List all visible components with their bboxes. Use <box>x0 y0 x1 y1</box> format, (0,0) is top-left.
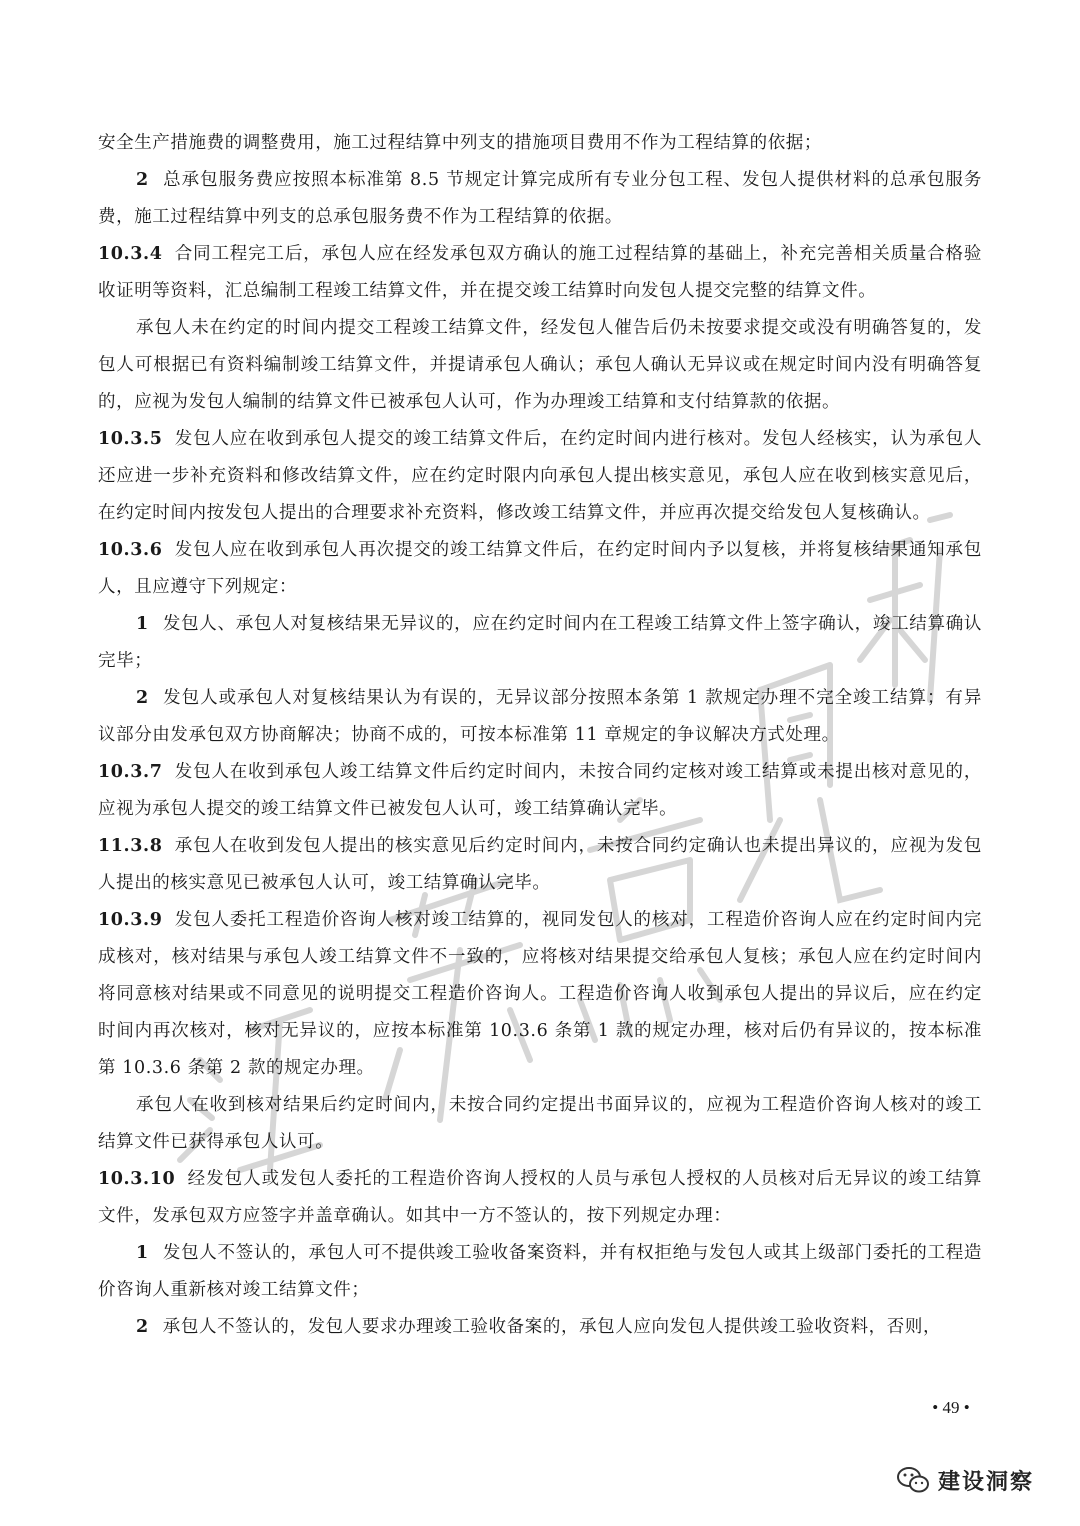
clause-10-3-7 <box>98 754 982 828</box>
clause-text: 发包人或承包人对复核结果认为有误的，无异议部分按照本条第 1 款规定办理不完全竣工结算；有异议部分由发承包双方协商解决；协商不成的，可按本标准第 11 章规定的争议解决方式处理。 <box>98 688 982 745</box>
clause-number: 10.3.6 <box>98 540 163 560</box>
clause-number: 1 <box>136 1243 149 1263</box>
paragraph <box>98 310 982 421</box>
clause-text: 承包人在收到发包人提出的核实意见后约定时间内，未按合同约定确认也未提出异议的，应视为发包人提出的核实意见已被承包人认可，竣工结算确认完毕。 <box>98 836 982 893</box>
clause-number: 10.3.7 <box>98 762 163 782</box>
clause-text: 发包人在收到承包人竣工结算文件后约定时间内，未按合同约定核对竣工结算或未提出核对意见的，应视为承包人提交的竣工结算文件已被发包人认可，竣工结算确认完毕。 <box>98 762 982 819</box>
clause-text: 发包人不签认的，承包人可不提供竣工验收备案资料，并有权拒绝与发包人或其上级部门委托的工程造价咨询人重新核对竣工结算文件； <box>98 1243 982 1300</box>
clause-text: 经发包人或发包人委托的工程造价咨询人授权的人员与承包人授权的人员核对后无异议的竣工结算文件，发承包双方应签字并盖章确认。如其中一方不签认的，按下列规定办理： <box>98 1169 982 1226</box>
document-body <box>98 125 982 1346</box>
clause-text: 承包人在收到核对结果后约定时间内，未按合同约定提出书面异议的，应视为工程造价咨询人核对的竣工结算文件已获得承包人认可。 <box>98 1095 982 1152</box>
wechat-icon <box>896 1465 930 1495</box>
page-number: • 49 • <box>932 1398 970 1417</box>
clause-2 <box>98 162 982 236</box>
clause-text: 承包人不签认的，发包人要求办理竣工验收备案的，承包人应向发包人提供竣工验收资料，否则， <box>162 1317 942 1337</box>
clause-number: 10.3.9 <box>98 910 163 930</box>
clause-10-3-10 <box>98 1161 982 1235</box>
clause-number: 10.3.10 <box>98 1169 176 1189</box>
paragraph <box>98 125 982 162</box>
clause-10-3-5 <box>98 421 982 532</box>
clause-text: 安全生产措施费的调整费用，施工过程结算中列支的措施项目费用不作为工程结算的依据； <box>98 133 822 153</box>
clause-10-3-4 <box>98 236 982 310</box>
clause-11-3-8 <box>98 828 982 902</box>
clause-10-3-9 <box>98 902 982 1087</box>
clause-number: 10.3.4 <box>98 244 163 264</box>
clause-number: 2 <box>136 1317 149 1337</box>
clause-text: 发包人应在收到承包人再次提交的竣工结算文件后，在约定时间内予以复核，并将复核结果通知承包人，且应遵守下列规定： <box>98 540 982 597</box>
clause-number: 2 <box>136 170 149 190</box>
clause-text: 发包人应在收到承包人提交的竣工结算文件后，在约定时间内进行核对。发包人经核实，认为承包人还应进一步补充资料和修改结算文件，应在约定时限内向承包人提出核实意见，承包人应在收到核实意见后，在约定时间内按发包人提出的合理要求补充资料，修改竣工结算文件，并应再次提交给发包人复核确认。 <box>98 429 982 523</box>
clause-2 <box>98 1309 982 1346</box>
clause-text: 总承包服务费应按照本标准第 8.5 节规定计算完成所有专业分包工程、发包人提供材料的总承包服务费，施工过程结算中列支的总承包服务费不作为工程结算的依据。 <box>98 170 982 227</box>
clause-number: 10.3.5 <box>98 429 163 449</box>
clause-number: 2 <box>136 688 149 708</box>
clause-1 <box>98 1235 982 1309</box>
clause-2 <box>98 680 982 754</box>
clause-number: 11.3.8 <box>98 836 163 856</box>
clause-text: 发包人、承包人对复核结果无异议的，应在约定时间内在工程竣工结算文件上签字确认，竣工结算确认完毕； <box>98 614 982 671</box>
clause-text: 承包人未在约定的时间内提交工程竣工结算文件，经发包人催告后仍未按要求提交或没有明确答复的，发包人可根据已有资料编制竣工结算文件，并提请承包人确认；承包人确认无异议或在规定时间内没有明确答复的，应视为发包人编制的结算文件已被承包人认可，作为办理竣工结算和支付结算款的依据。 <box>98 318 982 412</box>
clause-1 <box>98 606 982 680</box>
footer-brand-text: 建设洞察 <box>938 1469 1035 1495</box>
paragraph <box>98 1087 982 1161</box>
clause-text: 合同工程完工后，承包人应在经发承包双方确认的施工过程结算的基础上，补充完善相关质量合格验收证明等资料，汇总编制工程竣工结算文件，并在提交竣工结算时向发包人提交完整的结算文件。 <box>98 244 982 301</box>
clause-number: 1 <box>136 614 149 634</box>
clause-text: 发包人委托工程造价咨询人核对竣工结算的，视同发包人的核对，工程造价咨询人应在约定时间内完成核对，核对结果与承包人竣工结算文件不一致的，应将核对结果提交给承包人复核；承包人应在约定时间内将同意核对结果或不同意见的说明提交工程造价咨询人。工程造价咨询人收到承包人提出的异议后，应在约定时间内再次核对，核对无异议的，应按本标准第 10.3.6 条第 1 款的规定办理，核对后仍有异议的，按本标准第 10.3.6 条第 2 款的规定办理。 <box>98 910 982 1078</box>
clause-10-3-6 <box>98 532 982 606</box>
footer-brand <box>896 1462 1034 1498</box>
